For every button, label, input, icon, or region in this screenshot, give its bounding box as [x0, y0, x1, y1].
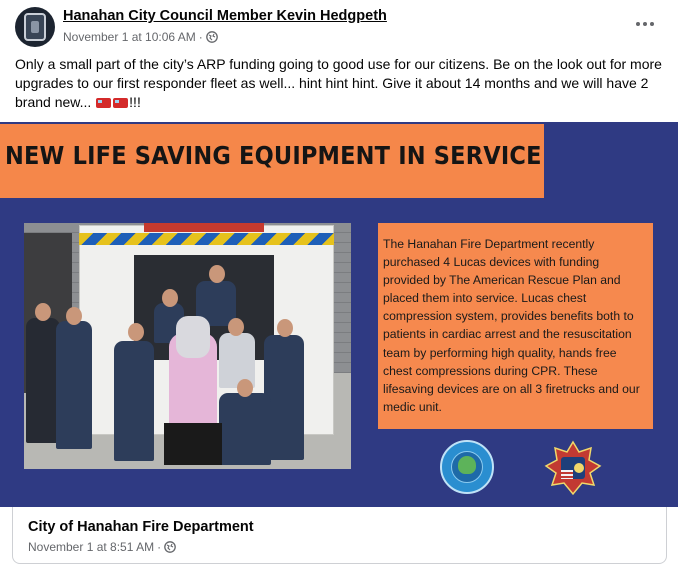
graphic-banner: [0, 124, 544, 198]
shared-meta: [28, 540, 176, 554]
shared-separator: ·: [157, 540, 162, 554]
lucas-device: [176, 316, 210, 358]
fire-engine-emoji: [113, 98, 128, 108]
globe-icon: [206, 31, 218, 43]
post-graphic[interactable]: [0, 122, 678, 507]
info-box: [378, 223, 653, 429]
fire-engine-emoji: [96, 98, 111, 108]
post-text-end: !!!: [129, 94, 141, 110]
post-text-main: Only a small part of the city’s ARP funding going to good use for our citizens. Be on the look out for more upgrades to our first responder fleet as well... hint hint hint. Give it about 14 months and we will have 2 brand new...: [15, 56, 662, 110]
post-timestamp[interactable]: November 1 at 10:06 AM: [63, 30, 196, 44]
author-name[interactable]: Hanahan City Council Member Kevin Hedgpeth: [63, 8, 387, 24]
info-text: The Hanahan Fire Department recently purchased 4 Lucas devices with funding provided by The American Rescue Plan and placed them into service. Lucas chest compression system, provides benefits both to patients in cardiac arrest and the resuscitation team by performing high quality, hands free chest compressions during CPR. These lifesaving devices are on all 3 firetrucks and our medic unit.: [383, 237, 640, 414]
fire-ems-patch-logo: [544, 440, 602, 496]
banner-headline: NEW LIFE SAVING EQUIPMENT IN SERVICE: [5, 141, 542, 170]
shared-timestamp[interactable]: November 1 at 8:51 AM: [28, 540, 155, 554]
post-meta: [63, 30, 218, 44]
firefighters-photo: [24, 223, 351, 469]
meta-separator: ·: [198, 30, 203, 44]
more-options-icon[interactable]: [630, 14, 660, 34]
badge-icon: [24, 13, 46, 41]
author-avatar[interactable]: [15, 7, 55, 47]
shared-link-card[interactable]: [12, 507, 667, 564]
globe-icon: [164, 541, 176, 553]
shared-page-name[interactable]: City of Hanahan Fire Department: [28, 519, 254, 535]
post-text: [15, 55, 670, 112]
city-seal-logo: [440, 440, 494, 494]
